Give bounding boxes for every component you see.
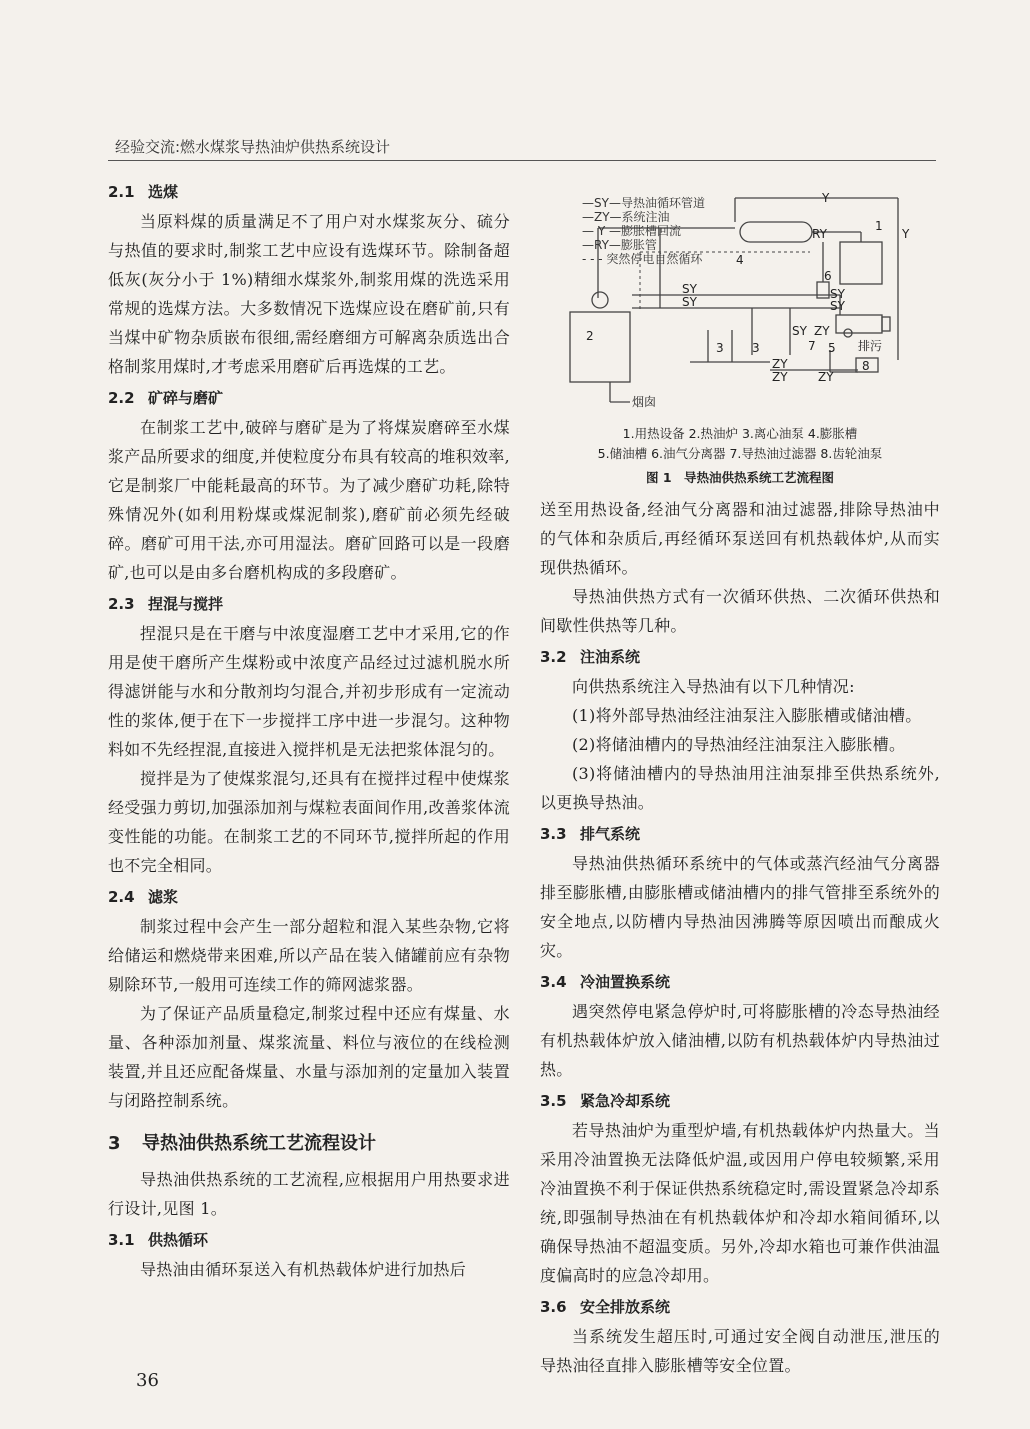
right-column bbox=[540, 190, 940, 1380]
legend-item: - - - 突然停电自然循环 bbox=[582, 252, 703, 266]
section-3-1-heading bbox=[108, 1227, 510, 1253]
paragraph: 捏混只是在干磨与中浓度湿磨工艺中才采用,它的作用是使干磨所产生煤粉或中浓度产品经过过滤机脱水所得滤饼能与水和分散剂均匀混合,并初步形成有一定流动性的浆体,便于在下一步搅拌工序中进一步混匀。这种物料如不先经捏混,直接进入搅拌机是无法把浆体混匀的。 bbox=[108, 624, 510, 759]
section-title: 导热油供热系统工艺流程设计 bbox=[142, 1133, 376, 1154]
header-rule bbox=[108, 160, 936, 161]
section-title: 供热循环 bbox=[148, 1231, 209, 1249]
section-number: 2.3 bbox=[108, 595, 135, 613]
paragraph: 导热油供热循环系统中的气体或蒸汽经油气分离器排至膨胀槽,由膨胀槽或储油槽内的排气管排至系统外的安全地点,以防槽内导热油因沸腾等原因喷出而酿成火灾。 bbox=[540, 854, 940, 960]
label-y-top: Y bbox=[822, 191, 830, 205]
section-number: 2.1 bbox=[108, 183, 135, 201]
paragraph: 导热油供热方式有一次循环供热、二次循环供热和间歇性供热等几种。 bbox=[540, 587, 940, 635]
section-title: 选煤 bbox=[148, 183, 179, 201]
label-1: 1 bbox=[875, 219, 883, 233]
legend-item: — Y —膨胀槽回流 bbox=[582, 224, 681, 238]
legend-item: —SY—导热油循环管道 bbox=[582, 196, 705, 210]
legend-item: —ZY—系统注油 bbox=[582, 210, 670, 224]
paragraph: 导热油由循环泵送入有机热载体炉进行加热后 bbox=[140, 1260, 467, 1279]
paragraph: 搅拌是为了使煤浆混匀,还具有在搅拌过程中使煤浆经受强力剪切,加强添加剂与煤粒表面间作用,改善浆体流变性能的功能。在制浆工艺的不同环节,搅拌所起的作用也不完全相同。 bbox=[108, 769, 510, 875]
label-zy: ZY bbox=[772, 370, 788, 384]
label-3: 3 bbox=[752, 341, 760, 355]
section-2-1-heading bbox=[108, 179, 510, 205]
section-number: 3.3 bbox=[540, 825, 567, 843]
label-flue: 烟囱 bbox=[632, 395, 657, 409]
section-number: 3.2 bbox=[540, 648, 567, 666]
section-title: 排气系统 bbox=[580, 825, 641, 843]
paragraph: 送至用热设备,经油气分离器和油过滤器,排除导热油中的气体和杂质后,再经循环泵送回有机热载体炉,从而实现供热循环。 bbox=[540, 500, 940, 577]
section-number: 3.6 bbox=[540, 1298, 567, 1316]
paragraph: 在制浆工艺中,破碎与磨矿是为了将煤炭磨碎至水煤浆产品所要求的细度,并使粒度分布具有较高的堆积效率,它是制浆厂中能耗最高的环节。为了减少磨矿功耗,除特殊情况外(如利用粉煤或煤泥制浆),磨矿前必须先经破碎。磨矿可用干法,亦可用湿法。磨矿回路可以是一段磨矿,也可以是由多台磨机构成的多段磨矿。 bbox=[108, 418, 510, 582]
section-title: 矿碎与磨矿 bbox=[148, 389, 224, 407]
label-3: 3 bbox=[716, 341, 724, 355]
section-3-heading bbox=[108, 1129, 510, 1159]
label-sy: SY bbox=[792, 324, 807, 338]
label-5: 5 bbox=[828, 341, 836, 355]
section-number: 3 bbox=[108, 1133, 121, 1154]
paragraph: 若导热油炉为重型炉墙,有机热载体炉内热量大。当采用冷油置换无法降低炉温,或因用户停电较频繁,采用冷油置换不利于保证供热系统稳定时,需设置紧急冷却系统,即强制导热油在有机热载体炉和冷却水箱间循环,以确保导热油不超温变质。另外,冷却水箱也可兼作供油温度偏高时的应急冷却用。 bbox=[540, 1121, 940, 1285]
paragraph: 制浆过程中会产生一部分超粒和混入某些杂物,它将给储运和燃烧带来困难,所以产品在装入储罐前应有杂物剔除环节,一般用可连续工作的筛网滤浆器。 bbox=[108, 917, 510, 994]
label-sy: SY bbox=[830, 299, 845, 313]
section-title: 捏混与搅拌 bbox=[148, 595, 224, 613]
left-column bbox=[108, 175, 510, 1284]
figure-title: 图 1 导热油供热系统工艺流程图 bbox=[645, 470, 835, 485]
figure-caption-items bbox=[540, 424, 940, 464]
label-sy: SY bbox=[682, 282, 697, 296]
figure-legend bbox=[582, 196, 705, 266]
paragraph: 当系统发生超压时,可通过安全阀自动泄压,泄压的导热油径直排入膨胀槽等安全位置。 bbox=[540, 1327, 940, 1375]
section-3-3-heading bbox=[540, 821, 940, 847]
label-zy: ZY bbox=[814, 324, 830, 338]
section-title: 注油系统 bbox=[580, 648, 641, 666]
list-item: (2)将储油槽内的导热油经注油泵注入膨胀槽。 bbox=[572, 735, 906, 754]
section-3-6-heading bbox=[540, 1294, 940, 1320]
caption-line: 1.用热设备 2.热油炉 3.离心油泵 4.膨胀槽 bbox=[622, 426, 858, 441]
section-3-2-heading bbox=[540, 644, 940, 670]
section-number: 3.5 bbox=[540, 1092, 567, 1110]
page-number: 36 bbox=[136, 1370, 159, 1391]
label-2: 2 bbox=[586, 329, 594, 343]
figure-1 bbox=[540, 190, 940, 495]
label-sy: SY bbox=[830, 287, 845, 301]
section-2-3-heading bbox=[108, 591, 510, 617]
paragraph: 遇突然停电紧急停炉时,可将膨胀槽的冷态导热油经有机热载体炉放入储油槽,以防有机热载体炉内导热油过热。 bbox=[540, 1002, 940, 1079]
running-head: 经验交流:燃水煤浆导热油炉供热系统设计 bbox=[115, 138, 391, 156]
label-8: 8 bbox=[862, 359, 870, 373]
section-number: 2.4 bbox=[108, 888, 135, 906]
paragraph: 为了保证产品质量稳定,制浆过程中还应有煤量、水量、各种添加剂量、煤浆流量、料位与液位的在线检测装置,并且还应配备煤量、水量与添加剂的定量加入装置与闭路控制系统。 bbox=[108, 1004, 510, 1110]
label-6: 6 bbox=[824, 269, 832, 283]
label-y-right: Y bbox=[902, 227, 910, 241]
paragraph: 向供热系统注入导热油有以下几种情况: bbox=[572, 677, 855, 696]
list-item: (3)将储油槽内的导热油用注油泵排至供热系统外,以更换导热油。 bbox=[540, 764, 940, 812]
paragraph: 当原料煤的质量满足不了用户对水煤浆灰分、硫分与热值的要求时,制浆工艺中应设有选煤环节。除制备超低灰(灰分小于 1%)精细水煤浆外,制浆用煤的洗选采用常规的选煤方法。大多数情况下选煤应设在磨矿前,只有当煤中矿物杂质嵌布很细,需经磨细方可解离杂质选出合格制浆用煤时,才考虑采用磨矿后再选煤的工艺。 bbox=[108, 212, 510, 376]
section-title: 滤浆 bbox=[148, 888, 179, 906]
paragraph: 导热油供热系统的工艺流程,应根据用户用热要求进行设计,见图 1。 bbox=[108, 1170, 510, 1218]
section-number: 2.2 bbox=[108, 389, 135, 407]
label-zy: ZY bbox=[772, 357, 788, 371]
list-item: (1)将外部导热油经注油泵注入膨胀槽或储油槽。 bbox=[572, 706, 922, 725]
label-4: 4 bbox=[736, 253, 744, 267]
section-title: 紧急冷却系统 bbox=[580, 1092, 671, 1110]
caption-line: 5.储油槽 6.油气分离器 7.导热油过滤器 8.齿轮油泵 bbox=[597, 446, 883, 461]
section-number: 3.4 bbox=[540, 973, 567, 991]
section-title: 安全排放系统 bbox=[580, 1298, 671, 1316]
label-ry: RY bbox=[812, 227, 827, 241]
section-3-4-heading bbox=[540, 969, 940, 995]
section-2-2-heading bbox=[108, 385, 510, 411]
section-2-4-heading bbox=[108, 884, 510, 910]
label-zy: ZY bbox=[818, 370, 834, 384]
legend-item: —RY—膨胀管 bbox=[582, 238, 657, 252]
section-number: 3.1 bbox=[108, 1231, 135, 1249]
section-3-5-heading bbox=[540, 1088, 940, 1114]
label-sy: SY bbox=[682, 295, 697, 309]
section-title: 冷油置换系统 bbox=[580, 973, 671, 991]
label-drain: 排污 bbox=[858, 339, 883, 353]
label-7: 7 bbox=[808, 339, 816, 353]
